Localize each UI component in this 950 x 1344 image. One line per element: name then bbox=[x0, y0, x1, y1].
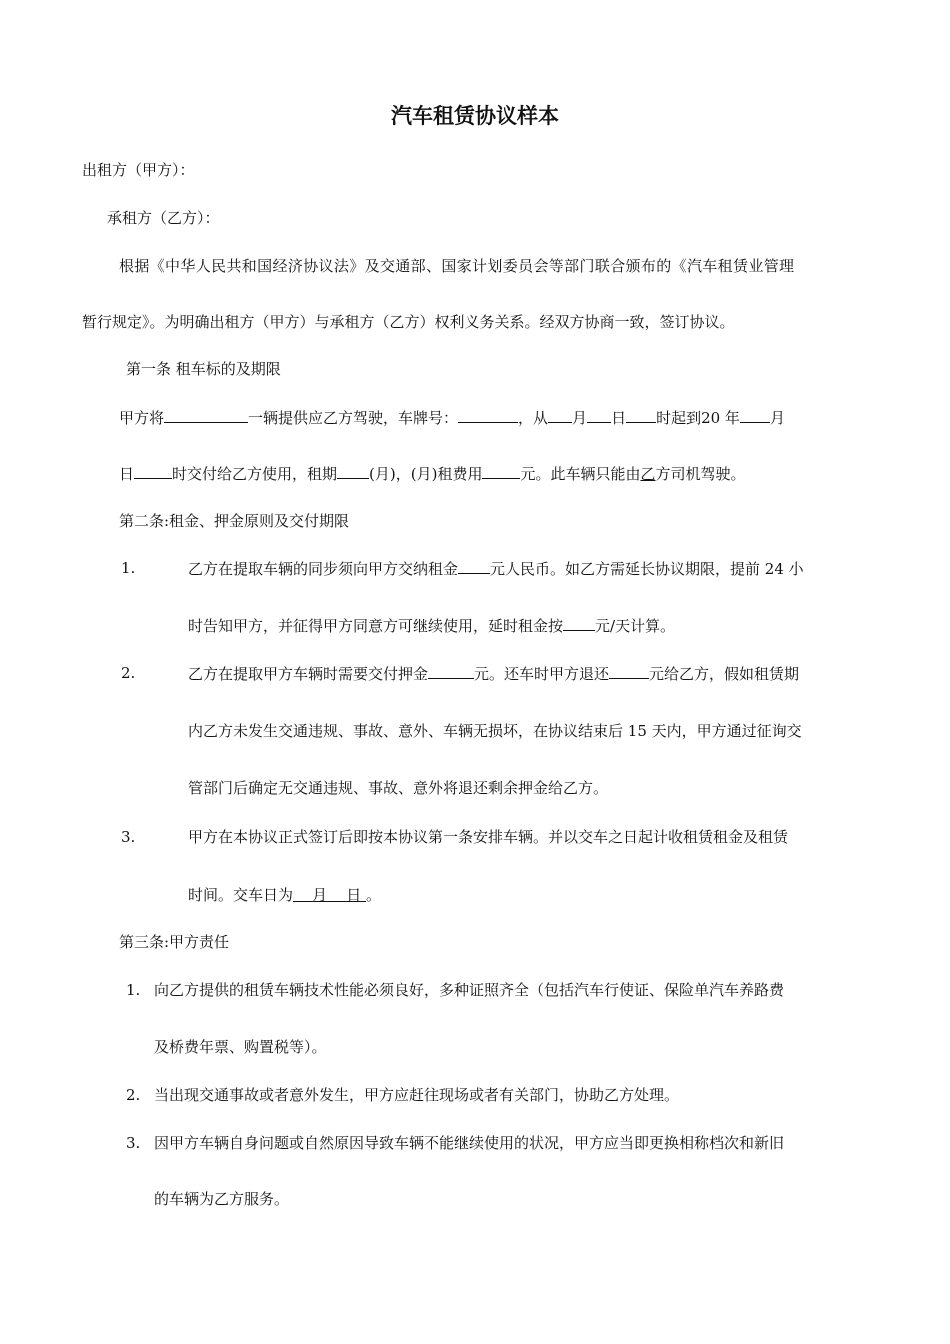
text: 日 bbox=[611, 409, 627, 427]
article-1-heading: 第一条 租车标的及期限 bbox=[126, 360, 281, 378]
text: 日 bbox=[119, 465, 135, 483]
blank-field bbox=[164, 407, 248, 423]
article-3-item3-line2: 的车辆为乙方服务。 bbox=[154, 1190, 290, 1208]
list-number: 1. bbox=[121, 559, 136, 577]
blank-field bbox=[458, 407, 518, 423]
text: 元/天计算。 bbox=[595, 617, 676, 635]
text: 时起到20 年 bbox=[656, 409, 740, 427]
blank-field bbox=[740, 407, 770, 423]
text: 乙 bbox=[640, 465, 656, 483]
article-3-item3-line1: 因甲方车辆自身问题或自然原因导致车辆不能继续使用的状况，甲方应当即更换相称档次和新旧 bbox=[154, 1134, 785, 1152]
article-2-heading: 第二条:租金、押金原则及交付期限 bbox=[119, 512, 350, 530]
page-title: 汽车租赁协议样本 bbox=[391, 104, 559, 128]
article-3-heading: 第三条:甲方责任 bbox=[119, 933, 230, 951]
article-3-item1-line2: 及桥费年票、购置税等）。 bbox=[154, 1038, 327, 1056]
text: 月 bbox=[572, 409, 588, 427]
blank-field bbox=[626, 407, 656, 423]
text: 。 bbox=[365, 886, 381, 904]
text: 乙方在提取车辆的同步须向甲方交纳租金 bbox=[188, 560, 459, 578]
list-number: 3. bbox=[126, 1134, 141, 1152]
article-2-item2-line3: 管部门后确定无交通违规、事故、意外将退还剩余押金给乙方。 bbox=[188, 779, 609, 797]
text: 方司机驾驶。 bbox=[655, 465, 746, 483]
article-2-item3-line2 bbox=[188, 885, 381, 905]
text: 一辆提供应乙方驾驶，车牌号： bbox=[248, 409, 459, 427]
article-2-item1-line1 bbox=[188, 558, 804, 579]
article-2-item2-line1 bbox=[188, 663, 799, 684]
article-1-line1 bbox=[119, 407, 785, 428]
blank-field bbox=[458, 558, 490, 574]
article-3-item1-line1: 向乙方提供的租赁车辆技术性能必须良好，多种证照齐全（包括汽车行使证、保险单汽车养路费 bbox=[154, 981, 785, 999]
text: 元。还车时甲方退还 bbox=[474, 665, 610, 683]
article-3-item2-line1: 当出现交通事故或者意外发生，甲方应赶往现场或者有关部门，协助乙方处理。 bbox=[154, 1086, 680, 1104]
article-2-item3-line1: 甲方在本协议正式签订后即按本协议第一条安排车辆。并以交车之日起计收租赁租金及租赁 bbox=[188, 828, 789, 846]
text: 日 bbox=[346, 886, 362, 904]
text: 时间。交车日为 bbox=[188, 886, 294, 904]
text: 时告知甲方，并征得甲方同意方可继续使用，延时租金按 bbox=[188, 617, 564, 635]
text: 甲方将 bbox=[119, 409, 165, 427]
lessor-line: 出租方（甲方）： bbox=[82, 161, 195, 179]
text: 月 bbox=[312, 886, 328, 904]
blank-field bbox=[609, 663, 649, 679]
text: ，从 bbox=[518, 409, 549, 427]
blank-field bbox=[587, 407, 611, 423]
text: 元给乙方，假如租赁期 bbox=[649, 665, 800, 683]
blank-field bbox=[548, 407, 572, 423]
intro-paragraph-line1: 根据《中华人民共和国经济协议法》及交通部、国家计划委员会等部门联合颁布的《汽车租赁业管理 bbox=[119, 257, 795, 275]
list-number: 2. bbox=[121, 664, 136, 682]
lessee-line: 承租方（乙方）： bbox=[107, 209, 220, 227]
list-number: 2. bbox=[126, 1086, 141, 1104]
article-1-line2 bbox=[119, 463, 746, 484]
text: 元。此车辆只能由 bbox=[520, 465, 641, 483]
text: 乙方在提取甲方车辆时需要交付押金 bbox=[188, 665, 429, 683]
text: 元人民币。如乙方需延长协议期限，提前 24 小 bbox=[490, 560, 804, 578]
text: 月 bbox=[769, 409, 785, 427]
text: 时交付给乙方使用，租期 bbox=[172, 465, 338, 483]
article-2-item2-line2: 内乙方未发生交通违规、事故、意外、车辆无损坏，在协议结束后 15 天内，甲方通过征询交 bbox=[188, 722, 802, 740]
blank-field bbox=[134, 463, 172, 479]
list-number: 1. bbox=[126, 981, 141, 999]
blank-field bbox=[428, 663, 474, 679]
intro-paragraph-line2: 暂行规定》。为明确出租方（甲方）与承租方（乙方）权利义务关系。经双方协商一致，签订协议。 bbox=[82, 313, 735, 331]
text: (月)，(月)租费用 bbox=[369, 465, 483, 483]
blank-field bbox=[337, 463, 369, 479]
blank-field bbox=[482, 463, 520, 479]
list-number: 3. bbox=[121, 828, 136, 846]
blank-field bbox=[563, 615, 595, 631]
article-2-item1-line2 bbox=[188, 615, 675, 636]
delivery-date bbox=[293, 886, 366, 904]
